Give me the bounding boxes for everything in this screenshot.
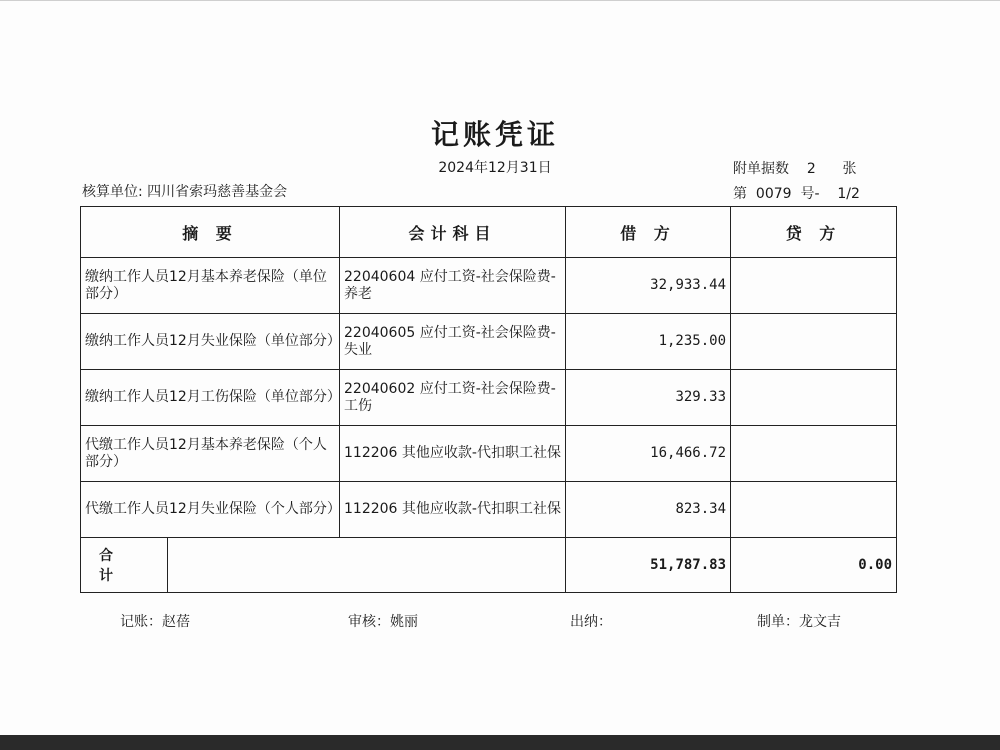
row-account: 22040602 应付工资-社会保险费-工伤 <box>340 370 566 426</box>
row-summary: 代缴工作人员12月失业保险（个人部分） <box>81 482 340 538</box>
voucher-page: 1/2 <box>837 186 860 202</box>
row-summary: 缴纳工作人员12月失业保险（单位部分） <box>81 314 340 370</box>
table-row <box>81 314 897 370</box>
scan-edge-top <box>0 0 1000 1</box>
row-account: 112206 其他应收款-代扣职工社保 <box>340 426 566 482</box>
table-row <box>81 258 897 314</box>
header-credit: 贷 方 <box>731 207 897 258</box>
table-row <box>81 370 897 426</box>
row-credit <box>731 426 897 482</box>
bookkeeper-signature: 记账：赵蓓 <box>120 614 190 630</box>
voucher-number-value: 0079 <box>755 186 792 202</box>
header-summary: 摘 要 <box>81 207 340 258</box>
accounting-unit-name: 四川省索玛慈善基金会 <box>147 184 288 200</box>
accounting-unit-label: 核算单位: <box>82 184 143 200</box>
cashier-signature: 出纳： <box>570 614 612 630</box>
total-label: 合 计 <box>81 538 168 593</box>
attachment-label: 附单据数 <box>733 161 789 177</box>
row-credit <box>731 482 897 538</box>
voucher-number-prefix: 第 <box>733 186 747 202</box>
row-summary: 缴纳工作人员12月工伤保险（单位部分） <box>81 370 340 426</box>
total-credit: 0.00 <box>731 538 897 593</box>
row-credit <box>731 258 897 314</box>
voucher-date: 2024年12月31日 <box>438 160 552 176</box>
row-account: 22040604 应付工资-社会保险费-养老 <box>340 258 566 314</box>
voucher-table <box>80 206 897 593</box>
voucher-number <box>733 183 860 203</box>
total-row <box>81 538 897 593</box>
row-debit: 1,235.00 <box>566 314 731 370</box>
reviewer-signature: 审核：姚丽 <box>348 614 418 630</box>
header-account: 会计科目 <box>340 207 566 258</box>
accounting-unit <box>82 181 287 201</box>
row-summary: 缴纳工作人员12月基本养老保险（单位部分） <box>81 258 340 314</box>
row-debit: 32,933.44 <box>566 258 731 314</box>
row-credit <box>731 314 897 370</box>
row-debit: 329.33 <box>566 370 731 426</box>
row-credit <box>731 370 897 426</box>
table-row <box>81 482 897 538</box>
attachment-number: 2 <box>806 161 816 177</box>
row-debit: 16,466.72 <box>566 426 731 482</box>
row-summary: 代缴工作人员12月基本养老保险（个人部分） <box>81 426 340 482</box>
preparer-signature: 制单：龙文吉 <box>757 614 841 630</box>
header-debit: 借 方 <box>566 207 731 258</box>
voucher-number-suffix: 号- <box>800 186 820 202</box>
scan-edge-bottom <box>0 735 1000 750</box>
row-account: 22040605 应付工资-社会保险费-失业 <box>340 314 566 370</box>
attachment-unit: 张 <box>842 161 857 177</box>
total-blank <box>168 538 566 593</box>
row-debit: 823.34 <box>566 482 731 538</box>
table-row <box>81 426 897 482</box>
row-account: 112206 其他应收款-代扣职工社保 <box>340 482 566 538</box>
total-debit: 51,787.83 <box>566 538 731 593</box>
voucher-title: 记账凭证 <box>430 118 559 151</box>
attachment-count <box>733 158 856 178</box>
